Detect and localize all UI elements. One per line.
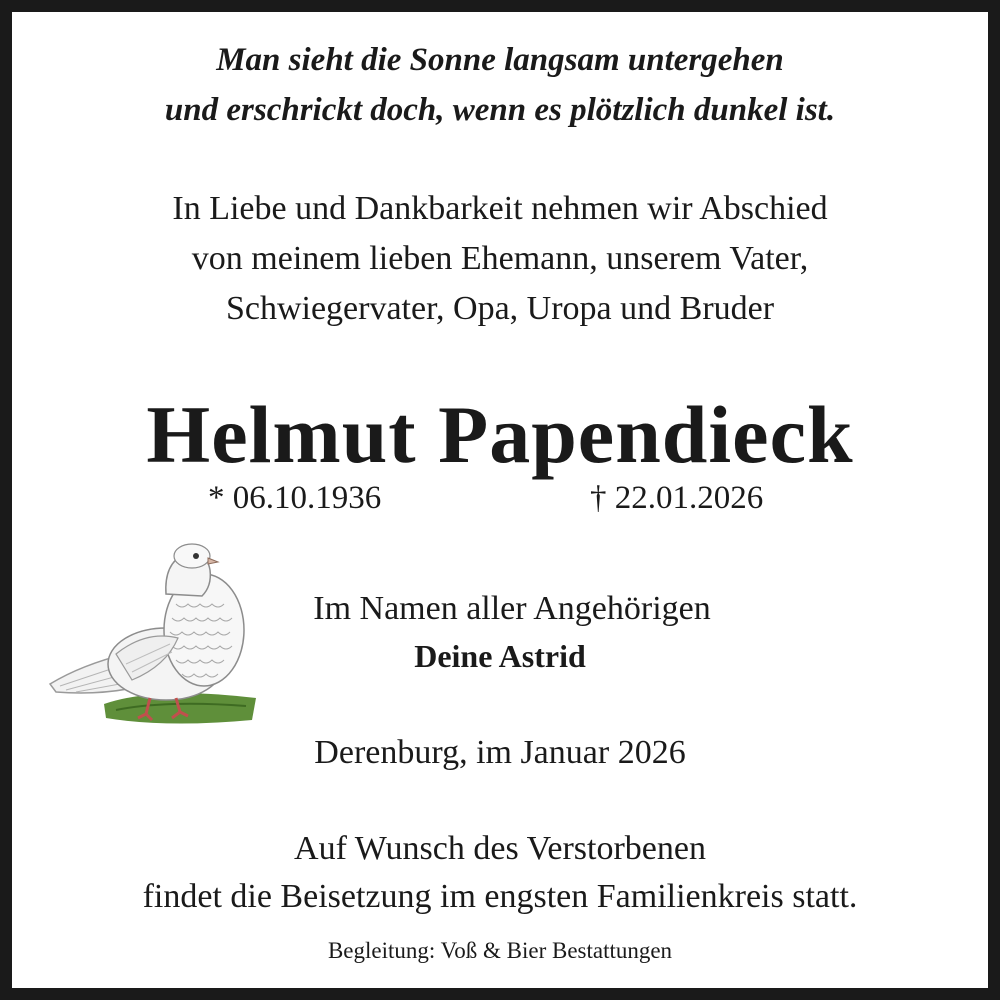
quote-line-1: Man sieht die Sonne langsam untergehen bbox=[216, 42, 784, 78]
quote-line-2: und erschrickt doch, wenn es plötzlich dunkel ist. bbox=[164, 92, 836, 128]
intro-line-1: In Liebe und Dankbarkeit nehmen wir Abschied bbox=[172, 190, 828, 227]
intro-line-2: von meinem lieben Ehemann, unserem Vater, bbox=[191, 240, 809, 277]
undertaker: Begleitung: Voß & Bier Bestattungen bbox=[327, 938, 673, 963]
signature: Deine Astrid bbox=[414, 638, 586, 674]
birth-date: * 06.10.1936 bbox=[208, 480, 382, 516]
family-line: Im Namen aller Angehörigen bbox=[313, 590, 711, 627]
funeral-line-2: findet die Beisetzung im engsten Familienkreis statt. bbox=[142, 878, 858, 915]
intro-line-3: Schwiegervater, Opa, Uropa und Bruder bbox=[225, 290, 775, 327]
dove-illustration-icon bbox=[46, 534, 258, 729]
place-date: Derenburg, im Januar 2026 bbox=[314, 734, 686, 771]
deceased-name: Helmut Papendieck bbox=[146, 389, 854, 480]
funeral-line-1: Auf Wunsch des Verstorbenen bbox=[294, 830, 706, 867]
death-date: † 22.01.2026 bbox=[590, 480, 764, 516]
